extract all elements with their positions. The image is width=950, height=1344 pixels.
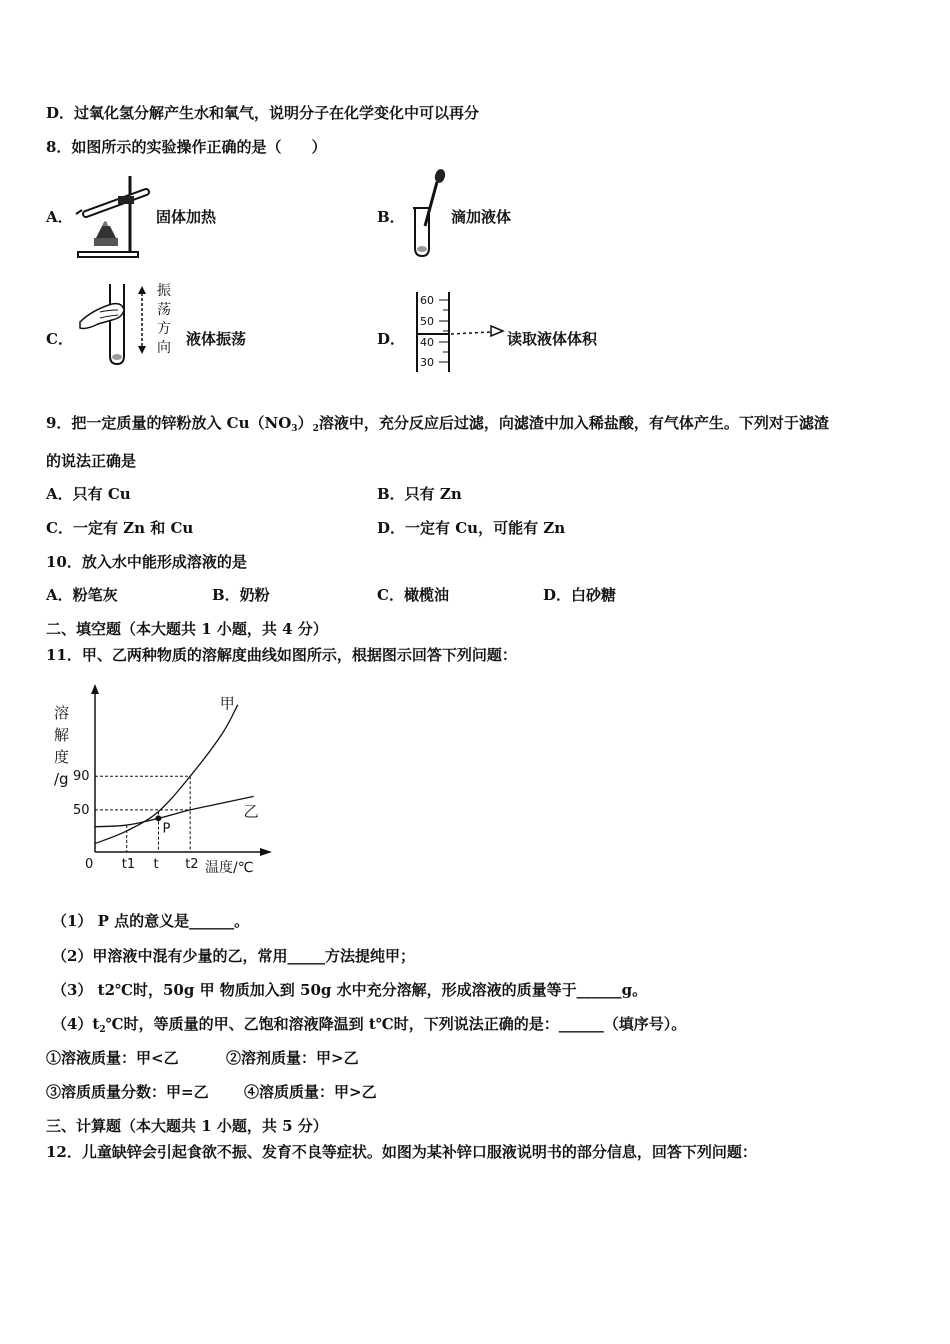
q11-stem: 11．甲、乙两种物质的溶解度曲线如图所示，根据图示回答下列问题： (46, 646, 517, 664)
y-axis-label-char: /g (54, 770, 69, 788)
point-p-label: P (162, 821, 171, 837)
series-label: 甲 (219, 694, 235, 713)
y-axis-label-char: 度 (54, 748, 70, 766)
section-2-heading: 二、填空题（本大题共 1 小题，共 4 分） (46, 620, 328, 638)
y-axis-label-char: 溶 (54, 704, 70, 722)
q11-sub3: （3） t2℃时，50g 甲 物质加入到 50g 水中充分溶解，形成溶液的质量等于______g。 (52, 981, 648, 999)
cylinder-tick-label: 50 (420, 315, 434, 328)
series-label: 乙 (243, 802, 259, 821)
q9-stem-subscript: 3 (291, 424, 298, 434)
q10-option-a: A．粉笔灰 (46, 586, 118, 604)
shake-direction-char: 向 (157, 340, 171, 356)
q8-option-c-label: 液体振荡 (186, 330, 247, 348)
origin-label: 0 (85, 857, 94, 872)
x-axis-label: 温度/℃ (205, 860, 254, 875)
dropper-tube-icon (403, 168, 451, 260)
shake-direction-text (157, 282, 171, 358)
cylinder-tick-label: 60 (420, 294, 434, 307)
q9-option-b: B．只有 Zn (377, 485, 462, 503)
q8-option-c-letter: C． (46, 330, 73, 348)
y-axis-label-char: 解 (54, 726, 70, 744)
q11-option-3: ③溶质质量分数：甲=乙 (46, 1083, 209, 1101)
q9-stem-part: 9．把一定质量的锌粉放入 Cu（NO (46, 414, 292, 432)
q9-stem-line2: 的说法正确是 (46, 452, 137, 470)
q9-option-a: A．只有 Cu (46, 485, 131, 503)
graduated-cylinder-reading-icon (413, 288, 507, 374)
q8-option-a-label: 固体加热 (156, 208, 217, 226)
q11-option-2: ②溶剂质量：甲>乙 (226, 1049, 359, 1067)
q9-stem-subscript: 2 (312, 424, 319, 434)
q11-sub4-part: （4）t (52, 1015, 100, 1033)
shake-direction-char: 荡 (157, 302, 171, 318)
shake-direction-char: 方 (157, 321, 171, 337)
series-curve-yi (95, 796, 254, 826)
cylinder-tick-label: 40 (420, 336, 434, 349)
q8-option-a-letter: A． (46, 208, 73, 226)
shake-direction-arrow-icon (136, 284, 148, 356)
q11-sub4-part: ℃时，等质量的甲、乙饱和溶液降温到 t℃时，下列说法正确的是：______（填序号）。 (105, 1015, 687, 1033)
y-axis-arrow (91, 684, 99, 694)
q10-stem: 10．放入水中能形成溶液的是 (46, 553, 247, 571)
q11-sub4 (52, 1014, 686, 1040)
point-p-marker (155, 815, 161, 821)
x-tick-label: t1 (121, 857, 136, 872)
x-tick-label: t2 (185, 857, 199, 872)
q10-option-c: C．橄榄油 (377, 586, 449, 604)
q11-sub2: （2）甲溶液中混有少量的乙，常用_____方法提纯甲； (52, 947, 415, 965)
y-tick-label: 90 (73, 769, 90, 785)
cylinder-tick-label: 30 (420, 356, 434, 369)
q9-option-d: D．一定有 Cu，可能有 Zn (377, 519, 566, 537)
q9-option-c: C．一定有 Zn 和 Cu (46, 519, 194, 537)
q7-option-d: D．过氧化氢分解产生水和氧气，说明分子在化学变化中可以再分 (46, 104, 480, 122)
section-3-heading: 三、计算题（本大题共 1 小题，共 5 分） (46, 1117, 328, 1135)
q8-option-b-label: 滴加液体 (451, 208, 512, 226)
q11-option-1: ①溶液质量：甲<乙 (46, 1049, 179, 1067)
q11-sub1: （1） P 点的意义是______。 (52, 912, 250, 930)
q8-stem: 8．如图所示的实验操作正确的是（ ） (46, 138, 327, 156)
q11-sub4-subscript: 2 (99, 1025, 106, 1035)
q8-option-b-letter: B． (377, 208, 405, 226)
hand-shaking-tube-icon (78, 280, 138, 370)
q9-stem-part: 溶液中，充分反应后过滤，向滤渣中加入稀盐酸，有气体产生。下列对于滤渣 (318, 414, 829, 432)
x-axis-arrow (260, 848, 272, 856)
q8-option-d-label: 读取液体体积 (507, 330, 598, 348)
q11-option-4: ④溶质质量：甲>乙 (244, 1083, 377, 1101)
shake-direction-char: 振 (157, 283, 171, 299)
q9-stem-part: ） (297, 414, 313, 432)
q8-option-d-letter: D． (377, 330, 406, 348)
q10-option-d: D．白砂糖 (543, 586, 617, 604)
x-tick-label: t (153, 857, 159, 872)
q12-stem: 12．儿童缺锌会引起食欲不振、发育不良等症状。如图为某补锌口服液说明书的部分信息，回答下列问题： (46, 1143, 757, 1161)
q10-option-b: B．奶粉 (212, 586, 270, 604)
solubility-curve-chart (48, 680, 278, 875)
q9-stem-line1 (46, 413, 829, 439)
solid-heating-apparatus-icon (72, 170, 152, 262)
y-tick-label: 50 (73, 802, 90, 818)
